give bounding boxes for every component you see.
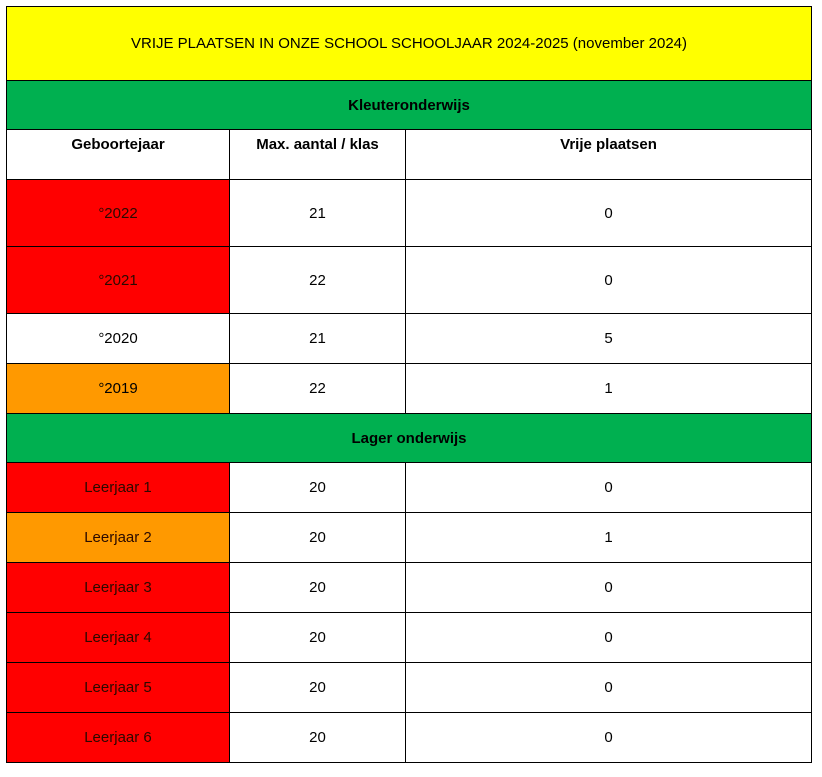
row-free: 0	[406, 180, 812, 247]
table-row	[7, 364, 812, 414]
row-max: 21	[230, 180, 406, 247]
row-max: 22	[230, 364, 406, 414]
section-row-kleuter	[7, 81, 812, 130]
row-max: 20	[230, 713, 406, 763]
row-free: 0	[406, 713, 812, 763]
column-header-birthyear: Geboortejaar	[7, 130, 230, 180]
row-max: 20	[230, 513, 406, 563]
row-label: Leerjaar 4	[7, 613, 230, 663]
row-free: 0	[406, 563, 812, 613]
row-free: 0	[406, 463, 812, 513]
row-free: 1	[406, 364, 812, 414]
section-heading-kleuteronderwijs: Kleuteronderwijs	[7, 81, 812, 130]
row-free: 0	[406, 247, 812, 314]
row-label: Leerjaar 6	[7, 713, 230, 763]
table-row	[7, 247, 812, 314]
table-row	[7, 513, 812, 563]
row-max: 20	[230, 463, 406, 513]
column-header-free-places: Vrije plaatsen	[406, 130, 812, 180]
row-label: °2020	[7, 314, 230, 364]
table-row	[7, 563, 812, 613]
row-max: 20	[230, 563, 406, 613]
row-free: 5	[406, 314, 812, 364]
row-label: °2019	[7, 364, 230, 414]
row-max: 22	[230, 247, 406, 314]
table-row	[7, 613, 812, 663]
row-free: 1	[406, 513, 812, 563]
row-label: Leerjaar 3	[7, 563, 230, 613]
row-label: Leerjaar 5	[7, 663, 230, 713]
table-row	[7, 463, 812, 513]
title-row	[7, 7, 812, 81]
table-row	[7, 713, 812, 763]
row-label: Leerjaar 1	[7, 463, 230, 513]
table-row	[7, 314, 812, 364]
row-max: 21	[230, 314, 406, 364]
page-title: VRIJE PLAATSEN IN ONZE SCHOOL SCHOOLJAAR 2024-2025 (november 2024)	[7, 7, 812, 81]
row-label: °2022	[7, 180, 230, 247]
row-free: 0	[406, 613, 812, 663]
column-header-row	[7, 130, 812, 180]
table-row	[7, 180, 812, 247]
section-heading-lager-onderwijs: Lager onderwijs	[7, 414, 812, 463]
row-label: °2021	[7, 247, 230, 314]
column-header-max-per-class: Max. aantal / klas	[230, 130, 406, 180]
row-max: 20	[230, 613, 406, 663]
table-row	[7, 663, 812, 713]
row-label: Leerjaar 2	[7, 513, 230, 563]
row-free: 0	[406, 663, 812, 713]
row-max: 20	[230, 663, 406, 713]
free-places-table	[6, 6, 812, 763]
section-row-lager	[7, 414, 812, 463]
